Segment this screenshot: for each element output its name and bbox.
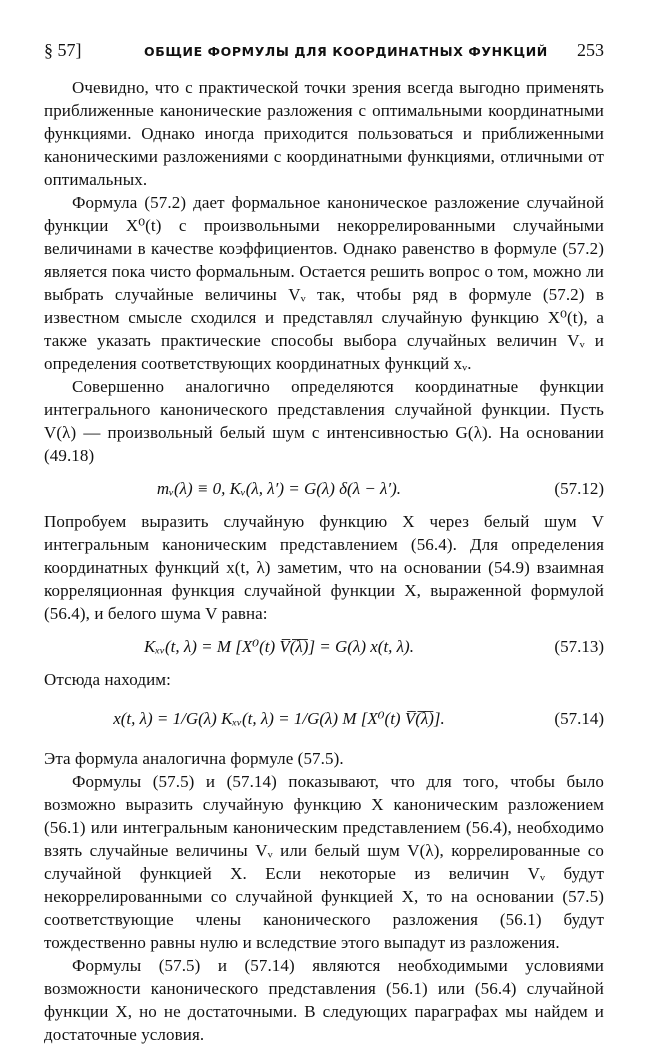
- section-reference: § 57]: [44, 40, 82, 60]
- page-body: [44, 76, 604, 1046]
- paragraph-7: Формулы (57.5) и (57.14) показывают, что для того, чтобы было возможно выразить случайную функцию X каноническим разложением (56.1) или интегральным каноническим представлением (56.4), необходимо взять случайные величины Vᵥ или белый шум V(λ), коррелированные со случайной функцией X. Если некоторые из величин Vᵥ будут некоррелированными со случайной функцией X, то на основании (57.5) соответствующие члены канонического разложения (56.1) будут тождественно равны нулю и вследствие этого выпадут из разложения.: [44, 772, 604, 952]
- paragraph-8: Формулы (57.5) и (57.14) являются необходимыми условиями возможности канонического представления (56.1) или (56.4) случайной функции X, но не достаточными. В следующих параграфах мы найдем и достаточные условия.: [44, 956, 604, 1044]
- paragraph-3: Совершенно аналогично определяются координатные функции интегрального канонического представления случайной функции. Пусть V(λ) — произвольный белый шум с интенсивностью G(λ). На основании (49.18): [44, 377, 604, 465]
- paragraph-2: Формула (57.2) дает формальное каноническое разложение случайной функции X⁰(t) с произвольными некоррелированными случайными величинами в качестве коэффициентов. Однако равенство в формуле (57.2) является пока чисто формальным. Остается решить вопрос о том, можно ли выбрать случайные величины Vᵥ так, чтобы ряд в формуле (57.2) в известном смысле сходился и представлял случайную функцию X⁰(t), а также указать практические способы выбора случайных величин Vᵥ и определения соответствующих координатных функций xᵥ.: [44, 193, 604, 373]
- paragraph-1: Очевидно, что с практической точки зрения всегда выгодно применять приближенные канонические разложения с оптимальными координатными функциями. Однако иногда приходится пользоваться и приближенными каноническими разложениями с координатными функциями, отличными от оптимальных.: [44, 78, 604, 189]
- paragraph-4: Попробуем выразить случайную функцию X через белый шум V интегральным каноническим представлением (56.4). Для определения координатных функций x(t, λ) заметим, что на основании (54.9) взаимная корреляционная функция случайной функции X, выраженной формулой (56.4), и белого шума V равна:: [44, 512, 604, 623]
- equation-number: (57.13): [554, 637, 604, 656]
- equation-body: mᵥ(λ) ≡ 0, Kᵥ(λ, λ′) = G(λ) δ(λ − λ′).: [156, 479, 402, 498]
- paragraph-5: Отсюда находим:: [44, 670, 171, 689]
- running-title: ОБЩИЕ ФОРМУЛЫ ДЛЯ КООРДИНАТНЫХ ФУНКЦИЙ: [144, 44, 548, 59]
- page-header: [44, 40, 604, 66]
- equation-body: Kₓᵥ(t, λ) = M [X⁰(t) V̅(̅λ̅)] = G(λ) x(t, λ).: [144, 637, 414, 656]
- equation-body: x(t, λ) = 1/G(λ) Kₓᵥ(t, λ) = 1/G(λ) M [X⁰(t) V̅(̅λ̅)].: [113, 709, 445, 728]
- page-number: 253: [577, 40, 604, 60]
- equation-number: (57.12): [554, 479, 604, 498]
- equation-57-13: [44, 633, 604, 660]
- equation-57-14: [44, 699, 604, 739]
- equation-57-12: [44, 475, 604, 502]
- paragraph-6: Эта формула аналогична формуле (57.5).: [44, 749, 344, 768]
- equation-number: (57.14): [554, 709, 604, 728]
